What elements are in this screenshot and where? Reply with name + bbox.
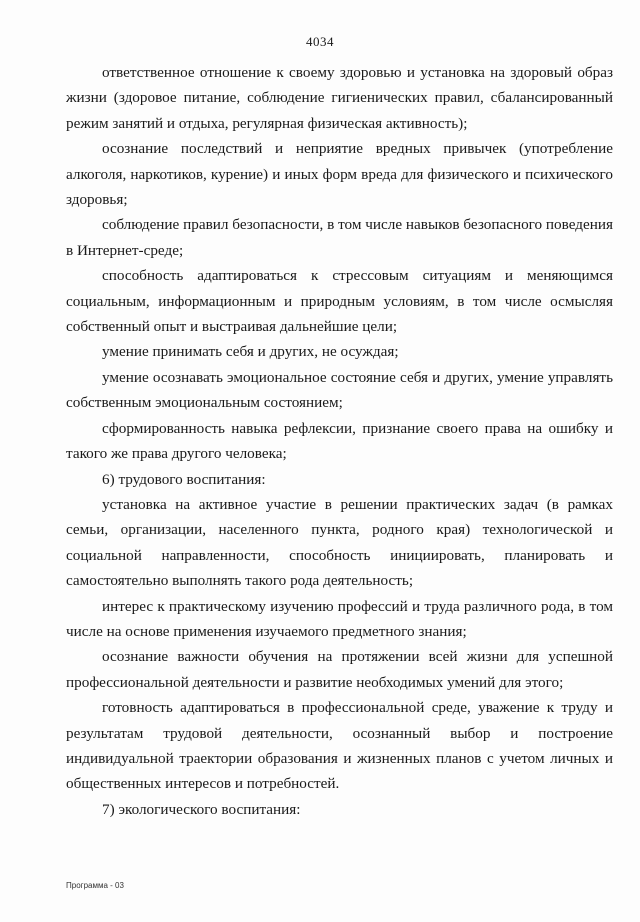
paragraph: готовность адаптироваться в профессиональной среде, уважение к труду и результатам трудовой деятельности, осознанный выбор и построение индивидуальной траектории образования и жизненных планов с учетом личных и общественных интересов и потребностей. <box>66 699 613 793</box>
section-heading: 6) трудового воспитания: <box>102 470 266 488</box>
paragraph: установка на активное участие в решении практических задач (в рамках семьи, организации, населенного пункта, родного края) технологической и социальной направленности, способность инициировать, планировать и самостоятельно выполнять такого рода деятельность; <box>66 495 613 590</box>
paragraph: осознание важности обучения на протяжении всей жизни для успешной профессиональной деятельности и развитие необходимых умений для этого; <box>66 648 613 691</box>
paragraph: способность адаптироваться к стрессовым ситуациям и меняющимся социальным, информационным и природным условиям, в том числе осмысляя собственный опыт и выстраивая дальнейшие цели; <box>66 267 613 336</box>
paragraph: интерес к практическому изучению профессий и труда различного рода, в том числе на основе применения изучаемого предметного знания; <box>66 597 613 640</box>
section-heading: 7) экологического воспитания: <box>102 800 301 818</box>
footer-label: Программа - 03 <box>66 881 124 890</box>
page-number: 4034 <box>306 34 334 49</box>
paragraph: сформированность навыка рефлексии, признание своего права на ошибку и такого же права другого человека; <box>66 419 613 463</box>
document-body <box>66 60 613 822</box>
paragraph: осознание последствий и неприятие вредных привычек (употребление алкоголя, наркотиков, курение) и иных форм вреда для физического и психического здоровья; <box>66 140 613 209</box>
paragraph: умение принимать себя и других, не осуждая; <box>102 343 399 361</box>
paragraph: ответственное отношение к своему здоровью и установка на здоровый образ жизни (здоровое питание, соблюдение гигиенических правил, сбалансированный режим занятий и отдыха, регулярная физическая активность); <box>66 64 613 132</box>
paragraph: умение осознавать эмоциональное состояние себя и других, умение управлять собственным эмоциональным состоянием; <box>66 368 613 412</box>
paragraph: соблюдение правил безопасности, в том числе навыков безопасного поведения в Интернет-среде; <box>66 216 613 259</box>
